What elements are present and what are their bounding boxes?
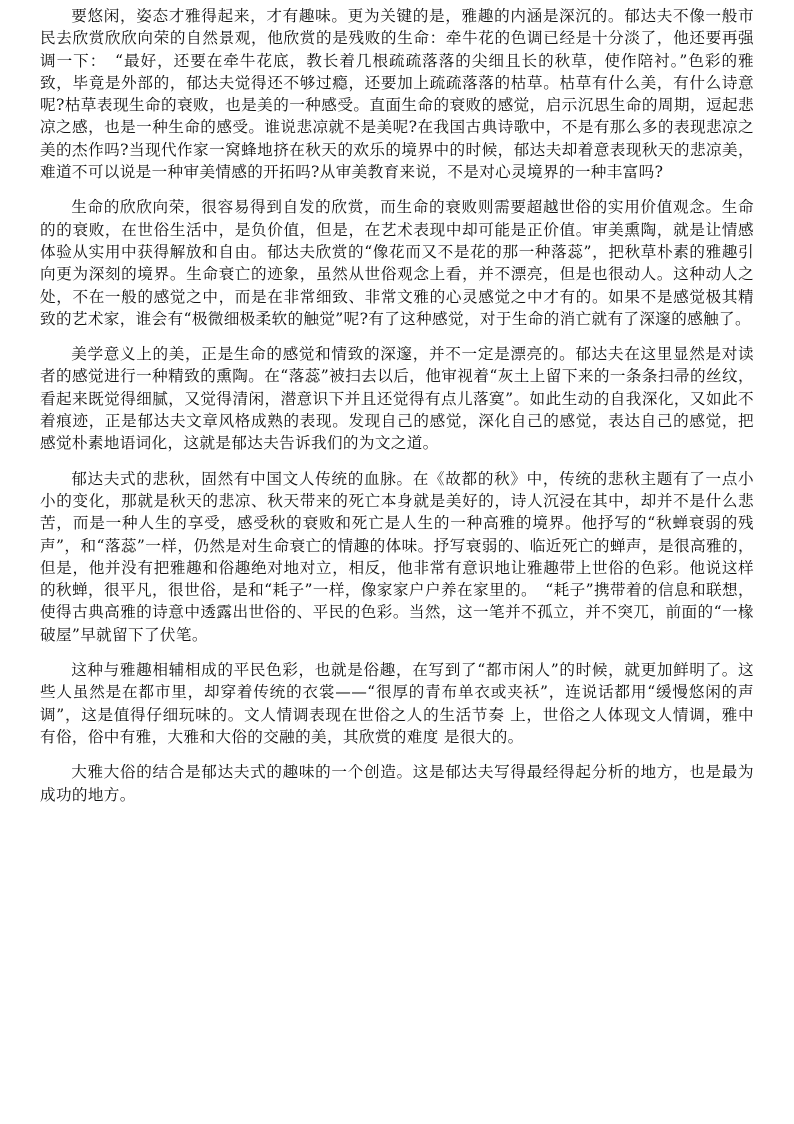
paragraph-3: 美学意义上的美，正是生命的感觉和情致的深邃，并不一定是漂亮的。郁达夫在这里显然是对读者的感觉进行一种精致的熏陶。在“落蕊”被扫去以后，他审视着“灰土上留下来的一条条扫帚的丝纹，看起来既觉得细腻，又觉得清闲，潜意识下并且还觉得有点儿落寞”。如此生动的自我深化，又如此不着痕迹，正是郁达夫文章风格成熟的表现。发现自己的感觉，深化自己的感觉，表达自己的感觉，把感觉朴素地语词化，这就是郁达夫告诉我们的为文之道。	[40, 345, 754, 453]
paragraph-1: 要悠闲，姿态才雅得起来，才有趣味。更为关键的是，雅趣的内涵是深沉的。郁达夫不像一般市民去欣赏欣欣向荣的自然景观，他欣赏的是残败的生命：牵牛花的色调已经是十分淡了，他还要再强调一下： “最好，还要在牵牛花底，教长着几根疏疏落落的尖细且长的秋草，使作陪衬。”色彩的雅致，毕竟是外部的，郁达夫觉得还不够过瘾，还要加上疏疏落落的枯草。枯草有什么美，有什么诗意呢?枯草表现生命的衰败，也是美的一种感受。直面生命的衰败的感觉，启示沉思生命的周期，逗起悲凉之感，也是一种生命的感受。谁说悲凉就不是美呢?在我国古典诗歌中，不是有那么多的表现悲凉之美的杰作吗?当现代作家一窝蜂地挤在秋天的欢乐的境界中的时候，郁达夫却着意表现秋天的悲凉美，难道不可以说是一种审美情感的开拓吗?从审美教育来说，不是对心灵境界的一种丰富吗?	[40, 7, 754, 182]
paragraph-4: 郁达夫式的悲秋，固然有中国文人传统的血脉。在《故都的秋》中，传统的悲秋主题有了一点小小的变化，那就是秋天的悲凉、秋天带来的死亡本身就是美好的，诗人沉浸在其中，却并不是什么悲苦，而是一种人生的享受，感受秋的衰败和死亡是人生的一种高雅的境界。他抒写的“秋蝉衰弱的残声”，和“落蕊”一样，仍然是对生命衰亡的情趣的体味。抒写衰弱的、临近死亡的蝉声，是很高雅的，但是，他并没有把雅趣和俗趣绝对地对立，相反，他非常有意识地让雅趣带上世俗的色彩。他说这样的秋蝉，很平凡，很世俗，是和“耗子”一样，像家家户户养在家里的。 “耗子”携带着的信息和联想，使得古典高雅的诗意中透露出世俗的、平民的色彩。当然，这一笔并不孤立，并不突兀，前面的“一椽破屋”早就留下了伏笔。	[40, 469, 754, 644]
document-page	[40, 5, 754, 819]
paragraph-6: 大雅大俗的结合是郁达夫式的趣味的一个创造。这是郁达夫写得最经得起分析的地方，也是最为成功的地方。	[40, 763, 754, 804]
paragraph-2: 生命的欣欣向荣，很容易得到自发的欣赏，而生命的衰败则需要超越世俗的实用价值观念。生命的的衰败，在世俗生活中，是负价值，但是，在艺术表现中却可能是正价值。审美熏陶，就是让情感体验从实用中获得解放和自由。郁达夫欣赏的“像花而又不是花的那一种落蕊”，把秋草朴素的雅趣引向更为深刻的境界。生命衰亡的迹象，虽然从世俗观念上看，并不漂亮，但是也很动人。这种动人之处，不在一般的感觉之中，而是在非常细致、非常文雅的心灵感觉之中才有的。如果不是感觉极其精致的艺术家，谁会有“极微细极柔软的触觉”呢?有了这种感觉，对于生命的消亡就有了深邃的感触了。	[40, 198, 754, 328]
paragraph-5: 这种与雅趣相辅相成的平民色彩，也就是俗趣，在写到了“都市闲人”的时候，就更加鲜明了。这些人虽然是在都市里，却穿着传统的衣裳——“很厚的青布单衣或夹袄”，连说话都用“缓慢悠闲的声调”，这是值得仔细玩味的。文人情调表现在世俗之人的生活节奏 上，世俗之人体现文人情调，雅中有俗，俗中有雅，大雅和大俗的交融的美，其欣赏的难度 是很大的。	[40, 661, 754, 746]
